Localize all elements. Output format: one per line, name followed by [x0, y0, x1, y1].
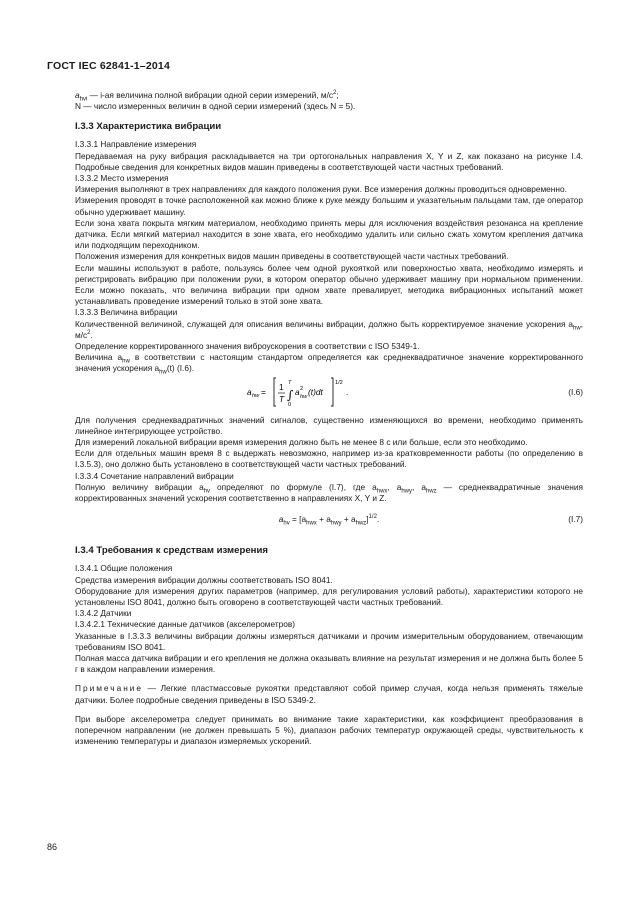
subsection-title-i3331: I.3.3.1 Направление измерения [75, 139, 197, 150]
equation-i6 [75, 375, 583, 409]
eq6-lhs: a [247, 386, 252, 397]
definition-n: N — число измеренных величин в одной серии измерений (здесь N = 5). [75, 101, 356, 112]
paragraph-location-d: Положения измерения для конкретных видов машин приведены в соответствующей части частных требований. [75, 251, 509, 262]
eq6-equals: = [261, 386, 266, 397]
paragraph-magnitude-b: Определение корректированного значения виброускорения в соответствии с ISO 5349-1. [75, 341, 420, 352]
paragraph-combination: Полную величину вибрации $a_{hv}$ определяют по формуле (I.7), где $a_{hwx}$, $a_{hwy}$, $a_{hwz}$ — среднеквадратичные значения корректированных значений ускорения соответственно в направлениях X, Y и Z. [75, 481, 583, 504]
paragraph-magnitude-a: Количественной величиной, служащей для описания величины вибрации, должно быть корректируемое значение ускорения $a_{hw}$, $м/с^2$. [75, 318, 583, 340]
equation-i7-formula: $a_{hv} = [a_{hwx} + a_{hwy} + a_{hwz}]^{1/2}$. [278, 514, 380, 527]
eq6-right-bracket [331, 378, 333, 406]
definition-a-hvi: $a_{hvi}$ — i-ая величина полной вибрации одной серии измерений, $м/с^2$; [75, 90, 339, 103]
eq6-integrand-sup: 2 [300, 385, 304, 392]
paragraph-sensors-b: Полная масса датчика вибрации и его крепления не должна оказывать влияние на результат измерения и не должна быть более 5 г в каждом направлении измерения. [75, 652, 583, 675]
eq6-power: 1/2 [335, 379, 343, 386]
equation-number-i6: (I.6) [568, 386, 583, 397]
subsection-title-i3334: I.3.3.4 Сочетание направлений вибрации [75, 470, 234, 481]
subsection-title-i33421: I.3.4.2.1 Технические данные датчиков (акселерометров) [75, 619, 296, 630]
eq6-dot: . [346, 386, 349, 397]
eq6-numerator: 1 [279, 381, 284, 392]
paragraph-location-c: Если зона хвата покрыта мягким материалом, необходимо принять меры для исключения воздействия резонанса на крепление датчика. Если мягкий материал находится в зоне хвата, его необходимо удалить или сильно сжать хомутом крепления датчика или подходящим переходником. [75, 217, 583, 251]
subsection-title-i3341: I.3.4.1 Общие положения [75, 563, 173, 574]
section-heading-i34: I.3.4 Требования к средствам измерения [75, 545, 268, 557]
eq6-denominator: T [279, 393, 285, 404]
eq6-lhs-sub: hw [252, 392, 260, 399]
paragraph-location-a: Измерения выполняют в трех направлениях для каждого положения руки. Все измерения должны проводиться одновременно. [75, 184, 567, 195]
subsection-title-i3332: I.3.3.2 Место измерения [75, 173, 169, 184]
paragraph-general-b: Оборудование для измерения других параметров (например, для регулирования условий работы), характеристики которого не установлены ISO 8041, должно быть оговорено в соответствующей части частных требований. [75, 585, 583, 607]
paragraph-location-b: Измерения проводят в точке расположенной как можно ближе к руке между большим и указательным пальцами там, где оператор обычно удерживает машину. [75, 195, 583, 217]
paragraph-general-a: Средства измерения вибрации должны соответствовать ISO 8041. [75, 574, 333, 585]
paragraph-location-e: Если машины используют в работе, пользуясь более чем одной рукояткой или поверхностью хвата, необходимо измерять и регистрировать вибрацию при положении руки, в котором оператор обычно удерживает машину при нормальном применении. Если можно показать, что величина вибрации при одном хвате превалирует, методика вибрационных испытаний может устанавливать проведение измерений только в этой зоне хвата. [75, 262, 583, 307]
paragraph-magnitude-d: Для получения среднеквадратичных значений сигналов, существенно изменяющихся во времени, необходимо применять линейное интегрирующее устройство. [75, 414, 583, 436]
eq6-lower-limit: 0 [288, 401, 292, 408]
paragraph-magnitude-e: Для измерений локальной вибрации время измерения должно быть не менее 8 с или больше, если это необходимо. [75, 437, 528, 448]
subsection-title-i3333: I.3.3.3 Величина вибрации [75, 307, 178, 318]
equation-i7 [75, 510, 583, 530]
note: Примечание — Легкие пластмассовые рукоятки представляют собой пример случая, когда нельзя применять тяжелые датчики. Более подробные сведения приведены в ISO 5349-2. [75, 683, 583, 705]
eq6-left-bracket [274, 378, 276, 406]
equation-i6-formula [245, 375, 415, 409]
page-number: 86 [47, 842, 58, 852]
paragraph-magnitude-c: Величина $a_{hw}$ в соответствии с настоящим стандартом определяется как среднеквадратичное значение корректированного значения ускорения $a_{hw}(t)$ (I.6). [75, 352, 584, 377]
eq6-integral-sign: ∫ [287, 387, 294, 402]
eq6-integrand-end: (t)dt [308, 386, 323, 397]
paragraph-sensors-c: При выборе акселерометра следует принимать во внимание такие характеристики, как коэффициент преобразования в поперечном направлении (не должен превышать 5 %), диапазон рабочих температур окружающей среды, чувствительность к изменению температуры и диапазон измеряемых ускорений. [75, 713, 583, 747]
eq6-integrand-sub: hw [300, 393, 308, 400]
equation-number-i7: (I.7) [568, 514, 583, 525]
document-body [75, 90, 583, 747]
paragraph-magnitude-f: Если для отдельных машин время 8 с выдержать невозможно, например из-за кратковременности работы (по определению в I.3.5.3), оно должно быть установлено в соответствующей части частных требований. [75, 448, 583, 470]
paragraph-direction: Передаваемая на руку вибрация раскладывается на три ортогональных направления X, Y и Z, как показано на рисунке I.4. Подробные сведения для конкретных видов машин приведены в соответствующей части частных требований. [75, 150, 583, 172]
section-heading-i33: I.3.3 Характеристика вибрации [75, 121, 222, 133]
eq6-upper-limit: T [288, 379, 292, 386]
document-header: ГОСТ IEC 62841-1–2014 [47, 60, 170, 72]
subsection-title-i3342: I.3.4.2 Датчики [75, 608, 132, 619]
eq6-integrand: a [295, 386, 300, 397]
paragraph-sensors-a: Указанные в I.3.3.3 величины вибрации должны измеряться датчиками и прочим измерительным оборудованием, отвечающим требованиям ISO 8041. [75, 630, 583, 652]
